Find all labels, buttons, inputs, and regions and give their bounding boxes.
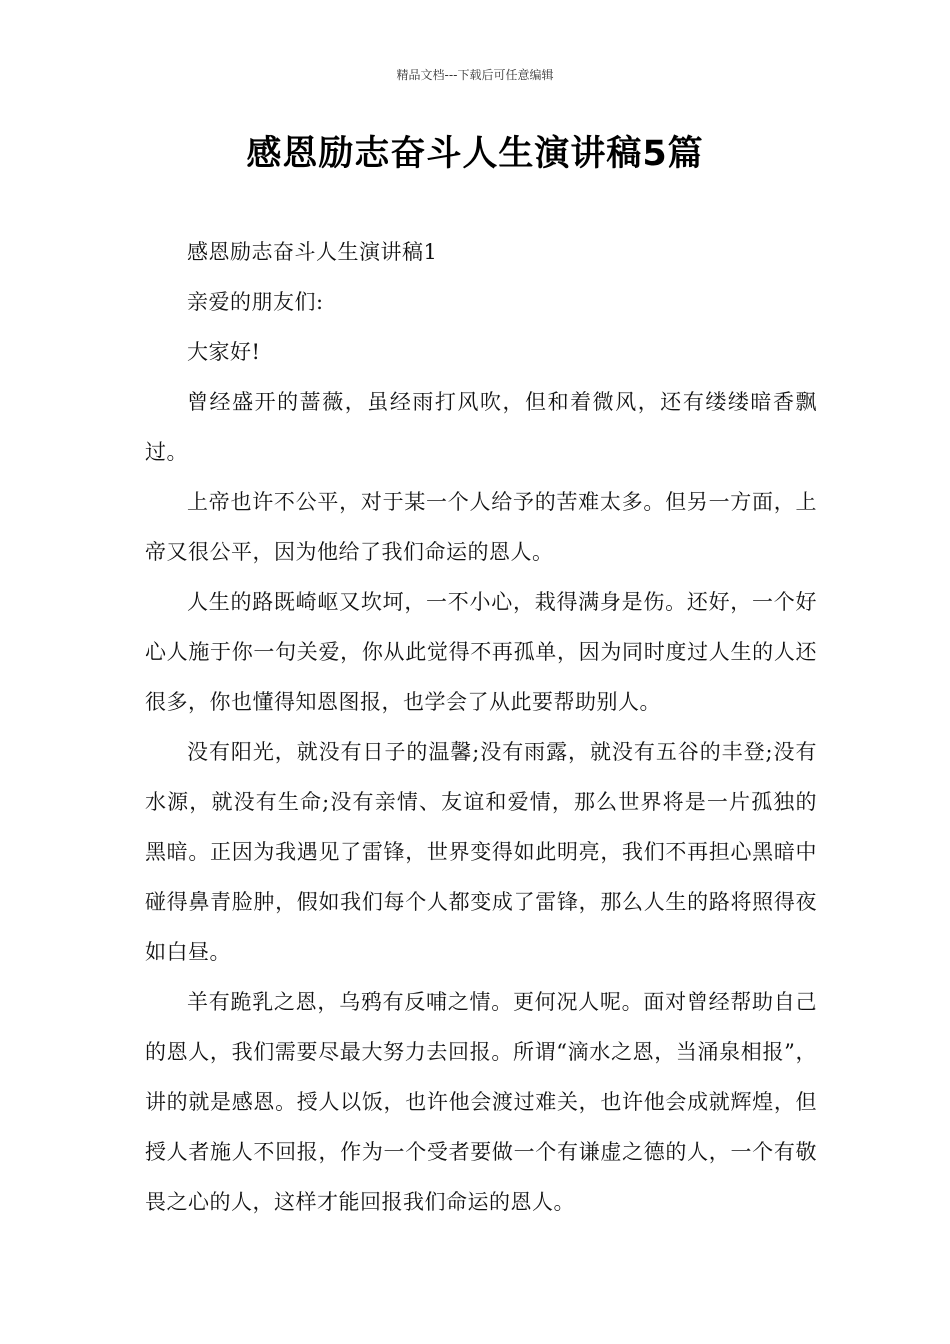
header-note: 精品文档---下载后可任意编辑 — [396, 68, 554, 82]
paragraph: 没有阳光，就没有日子的温馨;没有雨露，就没有五谷的丰登;没有水源，就没有生命;没有亲情、友谊和爱情，那么世界将是一片孤独的黑暗。正因为我遇见了雷锋，世界变得如此明亮，我们不再担心黑暗中碰得鼻青脸肿，假如我们每个人都变成了雷锋，那么人生的路将照得夜如白昼。 — [145, 740, 817, 964]
document-title: 感恩励志奋斗人生演讲稿5篇 — [246, 134, 704, 174]
salutation: 亲爱的朋友们: — [187, 290, 324, 314]
paragraph: 人生的路既崎岖又坎坷，一不小心，栽得满身是伤。还好，一个好心人施于你一句关爱，你从此觉得不再孤单，因为同时度过人生的人还很多，你也懂得知恩图报，也学会了从此要帮助别人。 — [145, 590, 817, 714]
paragraph: 羊有跪乳之恩，乌鸦有反哺之情。更何况人呢。面对曾经帮助自己的恩人，我们需要尽最大努力去回报。所谓“滴水之恩，当涌泉相报”，讲的就是感恩。授人以饭，也许他会渡过难关，也许他会成就辉煌，但授人者施人不回报，作为一个受者要做一个有谦虚之德的人，一个有敬畏之心的人，这样才能回报我们命运的恩人。 — [145, 990, 817, 1214]
section-heading: 感恩励志奋斗人生演讲稿1 — [187, 240, 438, 264]
paragraph: 上帝也许不公平，对于某一个人给予的苦难太多。但另一方面，上帝又很公平，因为他给了我们命运的恩人。 — [145, 490, 817, 564]
document-body — [145, 227, 817, 1227]
greeting: 大家好! — [187, 340, 261, 364]
paragraph: 曾经盛开的蔷薇，虽经雨打风吹，但和着微风，还有缕缕暗香飘过。 — [145, 390, 817, 464]
